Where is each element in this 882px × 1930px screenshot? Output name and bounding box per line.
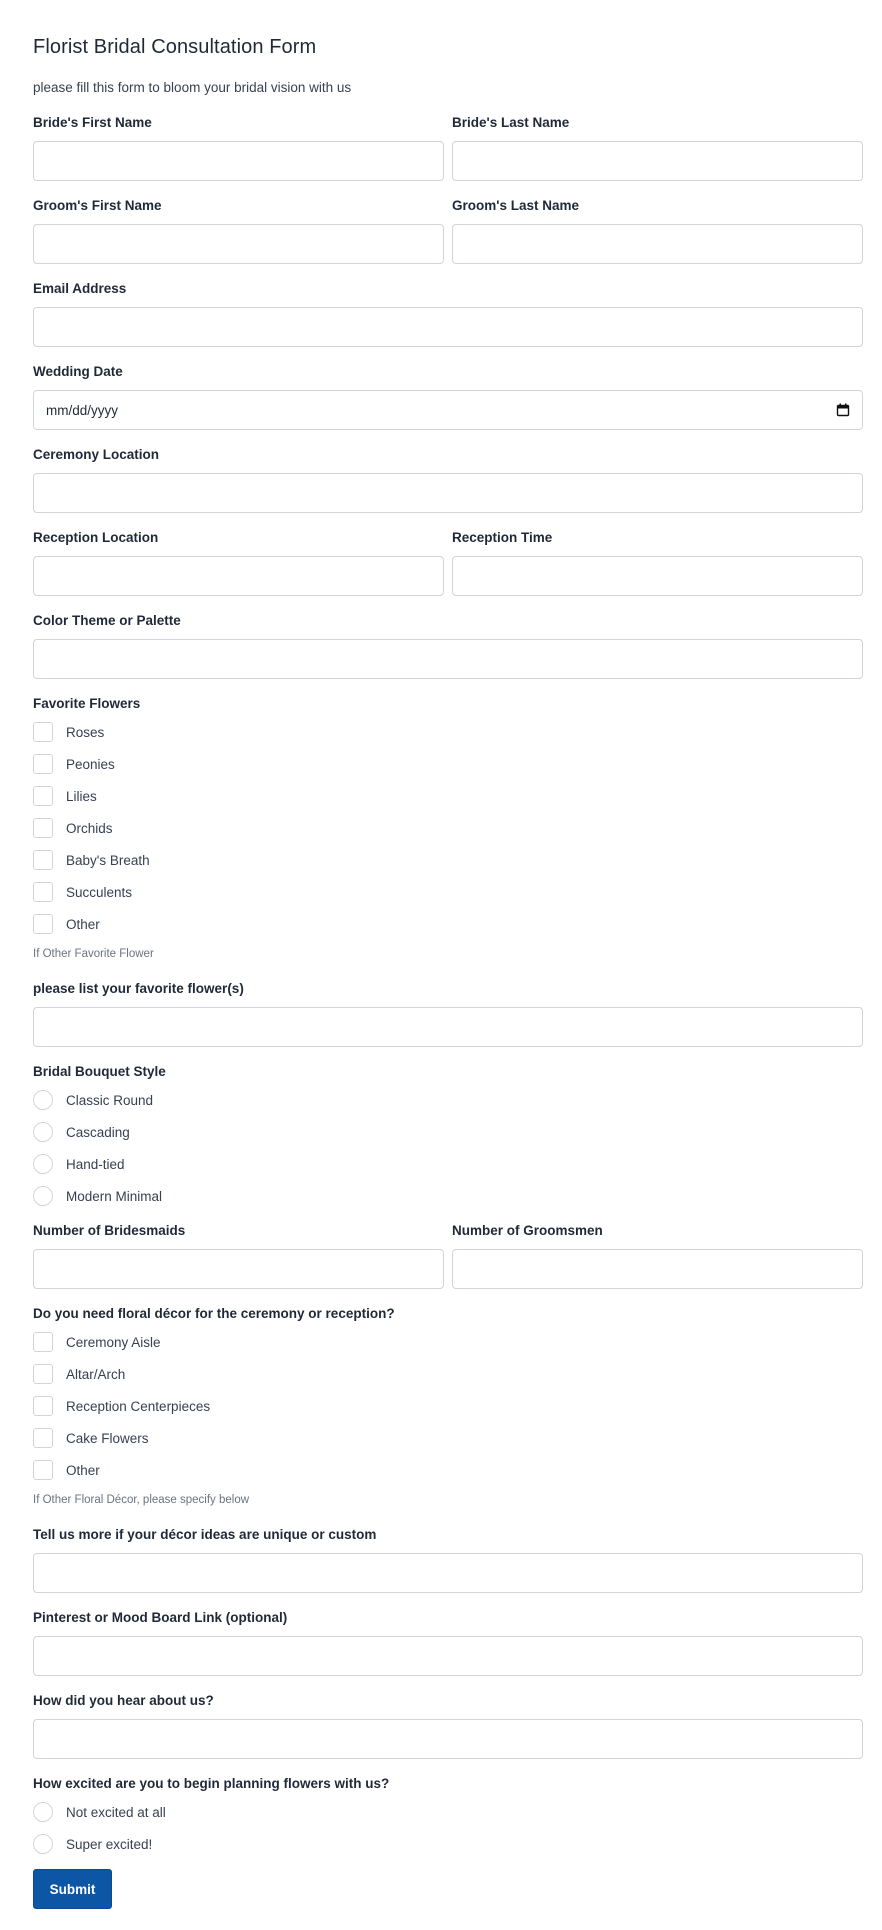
checkbox[interactable] (33, 1428, 53, 1448)
checkbox[interactable] (33, 1364, 53, 1384)
reception-time-label: Reception Time (452, 530, 553, 545)
bridesmaids-input[interactable] (33, 1249, 444, 1289)
option-label: Other (66, 1462, 100, 1478)
moodboard-link-label: Pinterest or Mood Board Link (optional) (33, 1610, 288, 1625)
favorite-flower-option-lilies[interactable] (33, 785, 97, 807)
checkbox[interactable] (33, 722, 53, 742)
option-label: Cake Flowers (66, 1430, 149, 1446)
radio-button[interactable] (33, 1154, 53, 1174)
option-label: Other (66, 916, 100, 932)
radio-button[interactable] (33, 1802, 53, 1822)
option-label: Hand-tied (66, 1156, 125, 1172)
reception-time-input[interactable] (452, 556, 863, 596)
moodboard-link-input[interactable] (33, 1636, 863, 1676)
reception-location-label: Reception Location (33, 530, 159, 545)
favorite-flower-option-peonies[interactable] (33, 753, 115, 775)
brides-last-name-label: Bride's Last Name (452, 115, 570, 130)
bouquet-style-option-cascading[interactable] (33, 1121, 130, 1143)
heard-about-label: How did you hear about us? (33, 1693, 214, 1708)
grooms-first-name-label: Groom's First Name (33, 198, 162, 213)
checkbox[interactable] (33, 1460, 53, 1480)
radio-button[interactable] (33, 1186, 53, 1206)
option-label: Super excited! (66, 1836, 153, 1852)
option-label: Modern Minimal (66, 1188, 163, 1204)
option-label: Altar/Arch (66, 1366, 126, 1382)
option-label: Reception Centerpieces (66, 1398, 211, 1414)
option-label: Lilies (66, 788, 97, 804)
bouquet-style-option-modern-minimal[interactable] (33, 1185, 162, 1207)
floral-decor-option-altar-arch[interactable] (33, 1363, 125, 1385)
option-label: Classic Round (66, 1092, 154, 1108)
floral-decor-note: If Other Floral Décor, please specify below (33, 1494, 250, 1506)
color-theme-input[interactable] (33, 639, 863, 679)
checkbox[interactable] (33, 914, 53, 934)
excitement-label: How excited are you to begin planning flowers with us? (33, 1776, 390, 1791)
email-label: Email Address (33, 281, 127, 296)
form-subtitle: please fill this form to bloom your bridal vision with us (33, 80, 352, 95)
favorite-flower-option-roses[interactable] (33, 721, 104, 743)
reception-location-input[interactable] (33, 556, 444, 596)
favorite-flower-list-label: please list your favorite flower(s) (33, 981, 244, 996)
checkbox[interactable] (33, 1396, 53, 1416)
favorite-flowers-label: Favorite Flowers (33, 696, 141, 711)
excitement-option-not-excited[interactable] (33, 1801, 166, 1823)
decor-ideas-label: Tell us more if your décor ideas are unique or custom (33, 1527, 377, 1542)
heard-about-input[interactable] (33, 1719, 863, 1759)
brides-last-name-input[interactable] (452, 141, 863, 181)
option-label: Ceremony Aisle (66, 1334, 161, 1350)
favorite-flower-option-other[interactable] (33, 913, 100, 935)
checkbox[interactable] (33, 754, 53, 774)
floral-decor-option-other[interactable] (33, 1459, 100, 1481)
wedding-date-input[interactable] (33, 390, 863, 430)
wedding-date-label: Wedding Date (33, 364, 123, 379)
ceremony-location-input[interactable] (33, 473, 863, 513)
brides-first-name-input[interactable] (33, 141, 444, 181)
option-label: Roses (66, 724, 105, 740)
option-label: Not excited at all (66, 1804, 166, 1820)
checkbox[interactable] (33, 786, 53, 806)
radio-button[interactable] (33, 1090, 53, 1110)
floral-decor-option-reception-centerpieces[interactable] (33, 1395, 210, 1417)
bouquet-style-option-hand-tied[interactable] (33, 1153, 125, 1175)
favorite-flower-list-input[interactable] (33, 1007, 863, 1047)
checkbox[interactable] (33, 882, 53, 902)
excitement-option-super-excited[interactable] (33, 1833, 152, 1855)
option-label: Succulents (66, 884, 133, 900)
bouquet-style-option-classic-round[interactable] (33, 1089, 153, 1111)
wedding-date-placeholder: mm/dd/yyyy (46, 402, 119, 418)
radio-button[interactable] (33, 1122, 53, 1142)
groomsmen-label: Number of Groomsmen (452, 1223, 603, 1238)
form-title: Florist Bridal Consultation Form (33, 36, 317, 58)
grooms-last-name-label: Groom's Last Name (452, 198, 579, 213)
decor-ideas-input[interactable] (33, 1553, 863, 1593)
checkbox[interactable] (33, 850, 53, 870)
bridesmaids-label: Number of Bridesmaids (33, 1223, 186, 1238)
option-label: Baby's Breath (66, 852, 150, 868)
grooms-first-name-input[interactable] (33, 224, 444, 264)
color-theme-label: Color Theme or Palette (33, 613, 181, 628)
radio-button[interactable] (33, 1834, 53, 1854)
bouquet-style-label: Bridal Bouquet Style (33, 1064, 166, 1079)
floral-decor-option-cake-flowers[interactable] (33, 1427, 149, 1449)
groomsmen-input[interactable] (452, 1249, 863, 1289)
calendar-icon[interactable] (836, 403, 850, 417)
submit-button[interactable]: Submit (33, 1869, 112, 1909)
floral-decor-option-ceremony-aisle[interactable] (33, 1331, 161, 1353)
ceremony-location-label: Ceremony Location (33, 447, 160, 462)
floral-decor-label: Do you need floral décor for the ceremony or reception? (33, 1306, 395, 1321)
checkbox[interactable] (33, 818, 53, 838)
favorite-flower-option-babys-breath[interactable] (33, 849, 150, 871)
favorite-flower-option-orchids[interactable] (33, 817, 113, 839)
favorite-flower-option-succulents[interactable] (33, 881, 132, 903)
email-input[interactable] (33, 307, 863, 347)
favorite-flowers-note: If Other Favorite Flower (33, 948, 154, 960)
option-label: Cascading (66, 1124, 130, 1140)
grooms-last-name-input[interactable] (452, 224, 863, 264)
checkbox[interactable] (33, 1332, 53, 1352)
brides-first-name-label: Bride's First Name (33, 115, 152, 130)
option-label: Orchids (66, 820, 113, 836)
option-label: Peonies (66, 756, 115, 772)
